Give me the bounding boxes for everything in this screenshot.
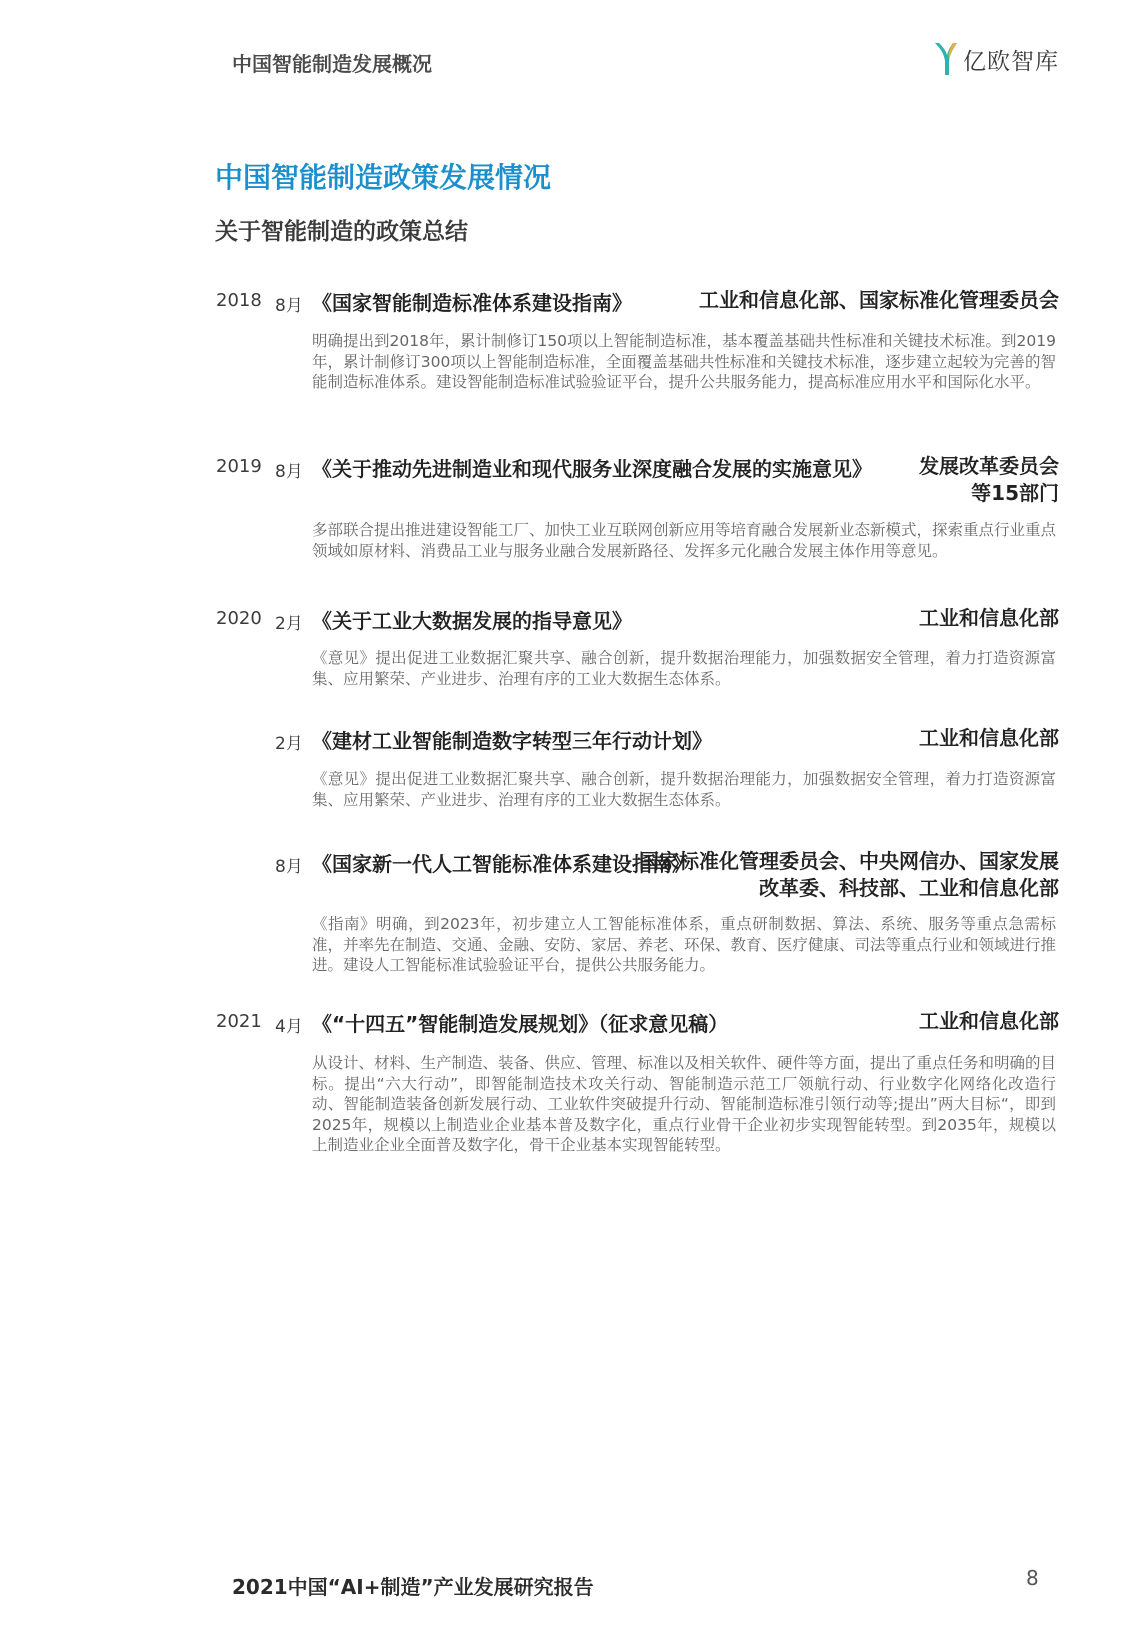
entry-month: 2月 xyxy=(275,734,303,754)
entry-description: 《意见》提出促进工业数据汇聚共享、融合创新，提升数据治理能力，加强数据安全管理，着力打造资源富集、应用繁荣、产业进步、治理有序的工业大数据生态体系。 xyxy=(312,649,1056,688)
entry-year: 2019 xyxy=(216,456,262,477)
brand-logo xyxy=(933,40,1059,78)
entry-document-title: 《建材工业智能制造数字转型三年行动计划》 xyxy=(312,729,712,753)
page-header-title: 中国智能制造发展概况 xyxy=(232,52,432,76)
entry-description: 《指南》明确，到2023年，初步建立人工智能标准体系，重点研制数据、算法、系统、服务等重点急需标准，并率先在制造、交通、金融、安防、家居、养老、环保、教育、医疗健康、司法等重点行业和领域进行推进。建设人工智能标准试验验证平台，提供公共服务能力。 xyxy=(312,915,1057,974)
yiou-y-logo-icon xyxy=(933,41,959,77)
entry-description: 从设计、材料、生产制造、装备、供应、管理、标准以及相关软件、硬件等方面，提出了重点任务和明确的目标。提出“六大行动”，即智能制造技术攻关行动、智能制造示范工厂领航行动、行业数字化网络化改造行动、智能制造装备创新发展行动、工业软件突破提升行动、智能制造标准引领行动等;提出”两大目标“，即到2025年，规模以上制造业企业基本普及数字化，重点行业骨干企业初步实现智能转型。到2035年，规模以上制造业企业全面普及数字化，骨干企业基本实现智能转型。 xyxy=(312,1054,1057,1154)
entry-year: 2020 xyxy=(216,608,262,629)
entry-issuer: 工业和信息化部、国家标准化管理委员会 xyxy=(699,288,1059,312)
section-subtitle: 关于智能制造的政策总结 xyxy=(215,219,468,245)
entry-issuer: 国家标准化管理委员会、中央网信办、国家发展改革委、科技部、工业和信息化部 xyxy=(639,849,1059,900)
entry-issuer: 工业和信息化部 xyxy=(919,726,1059,750)
entry-description: 多部联合提出推进建设智能工厂、加快工业互联网创新应用等培育融合发展新业态新模式，探索重点行业重点领域如原材料、消费品工业与服务业融合发展新路径、发挥多元化融合发展主体作用等意见。 xyxy=(312,521,1057,560)
logo-text: 亿欧智库 xyxy=(963,48,1059,75)
entry-month: 8月 xyxy=(275,462,303,482)
entry-month: 8月 xyxy=(275,296,303,316)
entry-document-title: 《关于推动先进制造业和现代服务业深度融合发展的实施意见》 xyxy=(312,457,872,481)
entry-month: 4月 xyxy=(275,1017,303,1037)
entry-year: 2018 xyxy=(216,290,262,311)
entry-description: 《意见》提出促进工业数据汇聚共享、融合创新，提升数据治理能力，加强数据安全管理，着力打造资源富集、应用繁荣、产业进步、治理有序的工业大数据生态体系。 xyxy=(312,770,1056,809)
entry-document-title: 《关于工业大数据发展的指导意见》 xyxy=(312,609,632,633)
section-title: 中国智能制造政策发展情况 xyxy=(215,161,552,194)
entry-issuer: 工业和信息化部 xyxy=(919,606,1059,630)
entry-document-title: 《“十四五”智能制造发展规划》（征求意见稿） xyxy=(312,1012,729,1036)
entry-year: 2021 xyxy=(216,1011,262,1032)
entry-issuer: 工业和信息化部 xyxy=(919,1009,1059,1033)
entry-month: 8月 xyxy=(275,857,303,877)
entry-document-title: 《国家新一代人工智能标准体系建设指南》 xyxy=(312,852,692,876)
footer-report-title: 2021中国“AI+制造”产业发展研究报告 xyxy=(232,1575,594,1599)
entry-description: 明确提出到2018年，累计制修订150项以上智能制造标准，基本覆盖基础共性标准和关键技术标准。到2019年，累计制修订300项以上智能制造标准，全面覆盖基础共性标准和关键技术标准，逐步建立起较为完善的智能制造标准体系。建设智能制造标准试验验证平台，提升公共服务能力，提高标准应用水平和国际化水平。 xyxy=(312,332,1056,391)
entry-month: 2月 xyxy=(275,614,303,634)
entry-document-title: 《国家智能制造标准体系建设指南》 xyxy=(312,291,632,315)
page-number: 8 xyxy=(1026,1566,1039,1590)
entry-issuer: 发展改革委员会等15部门 xyxy=(919,454,1059,505)
